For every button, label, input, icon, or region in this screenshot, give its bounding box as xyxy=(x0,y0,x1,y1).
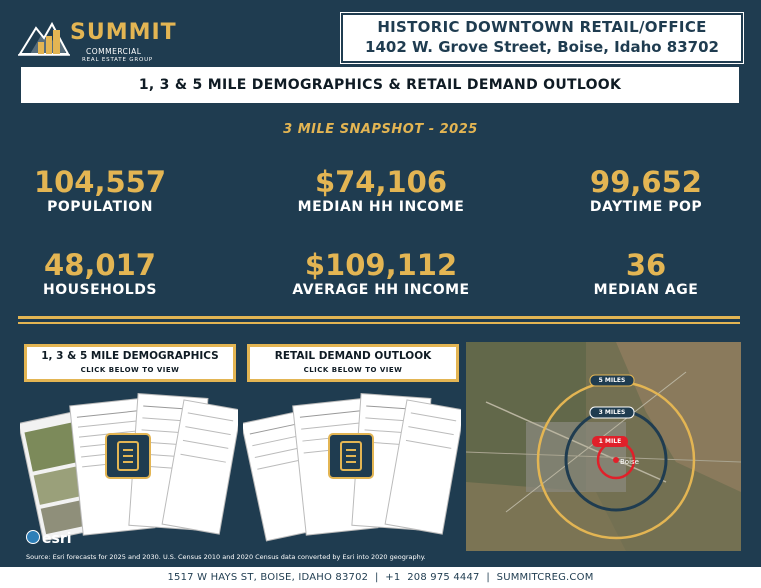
stat-value: 36 xyxy=(625,248,667,282)
page-title: 1, 3 & 5 MILE DEMOGRAPHICS & RETAIL DEMAND OUTLOOK xyxy=(21,67,739,103)
divider-line xyxy=(18,316,740,319)
source-note: Source: Esri forecasts for 2025 and 2030. U.S. Census 2010 and 2020 Census data converted by Esri into 2020 geography. xyxy=(26,553,426,561)
stat-value: $109,112 xyxy=(304,248,458,282)
esri-logo xyxy=(26,530,72,547)
panel-subtitle: CLICK BELOW TO VIEW xyxy=(80,366,180,374)
globe-icon xyxy=(26,530,40,544)
retail-demand-report-panel[interactable] xyxy=(243,342,461,550)
panel-header xyxy=(24,344,236,382)
stat-label: MEDIAN HH INCOME xyxy=(297,199,465,215)
report-pages-thumbnail[interactable] xyxy=(20,382,238,552)
demographics-report-panel[interactable] xyxy=(20,342,238,550)
stat-value: $74,106 xyxy=(314,165,448,199)
map-town-label: Boise xyxy=(620,458,639,466)
ring-label-3-mile: 3 MILES xyxy=(598,409,626,416)
logo-wordmark: SUMMIT xyxy=(70,20,177,45)
stat-median-age xyxy=(568,249,724,299)
logo-subtitle: COMMERCIAL xyxy=(86,47,142,56)
panel-subtitle: CLICK BELOW TO VIEW xyxy=(303,366,403,374)
report-pages-thumbnail[interactable] xyxy=(243,382,461,552)
panel-header xyxy=(247,344,459,382)
stat-value: 99,652 xyxy=(590,165,702,199)
document-icon xyxy=(329,434,373,478)
divider-line xyxy=(18,322,740,324)
stat-label: POPULATION xyxy=(47,199,153,215)
stat-label: MEDIAN AGE xyxy=(593,282,699,298)
property-address: 1402 W. Grove Street, Boise, Idaho 83702 xyxy=(365,38,719,56)
stat-label: DAYTIME POP xyxy=(589,199,703,215)
stat-label: AVERAGE HH INCOME xyxy=(292,282,470,298)
stat-label: HOUSEHOLDS xyxy=(43,282,157,298)
company-logo[interactable] xyxy=(16,14,186,63)
panel-title: RETAIL DEMAND OUTLOOK xyxy=(274,350,432,362)
stat-population xyxy=(20,166,180,216)
snapshot-title: 3 MILE SNAPSHOT - 2025 xyxy=(283,122,478,137)
radius-map[interactable] xyxy=(466,342,741,551)
ring-label-1-mile: 1 MILE xyxy=(598,438,622,445)
property-name: HISTORIC DOWNTOWN RETAIL/OFFICE xyxy=(377,18,707,36)
ring-label-5-mile: 5 MILES xyxy=(598,377,626,384)
stat-median-hh-income xyxy=(270,166,492,216)
document-icon xyxy=(106,434,150,478)
stat-value: 48,017 xyxy=(44,248,156,282)
logo-tagline: REAL ESTATE GROUP xyxy=(82,57,154,63)
stat-daytime-pop xyxy=(568,166,724,216)
stat-value: 104,557 xyxy=(33,165,167,199)
stat-average-hh-income xyxy=(265,249,497,299)
property-header xyxy=(341,13,743,63)
mountain-logo-icon xyxy=(16,14,72,60)
stat-households xyxy=(20,249,180,299)
page-footer: 1517 W HAYS ST, BOISE, IDAHO 83702 | +1 208 975 4447 | SUMMITCREG.COM xyxy=(0,567,761,588)
panel-title: 1, 3 & 5 MILE DEMOGRAPHICS xyxy=(41,350,219,362)
esri-label: esri xyxy=(42,531,72,547)
